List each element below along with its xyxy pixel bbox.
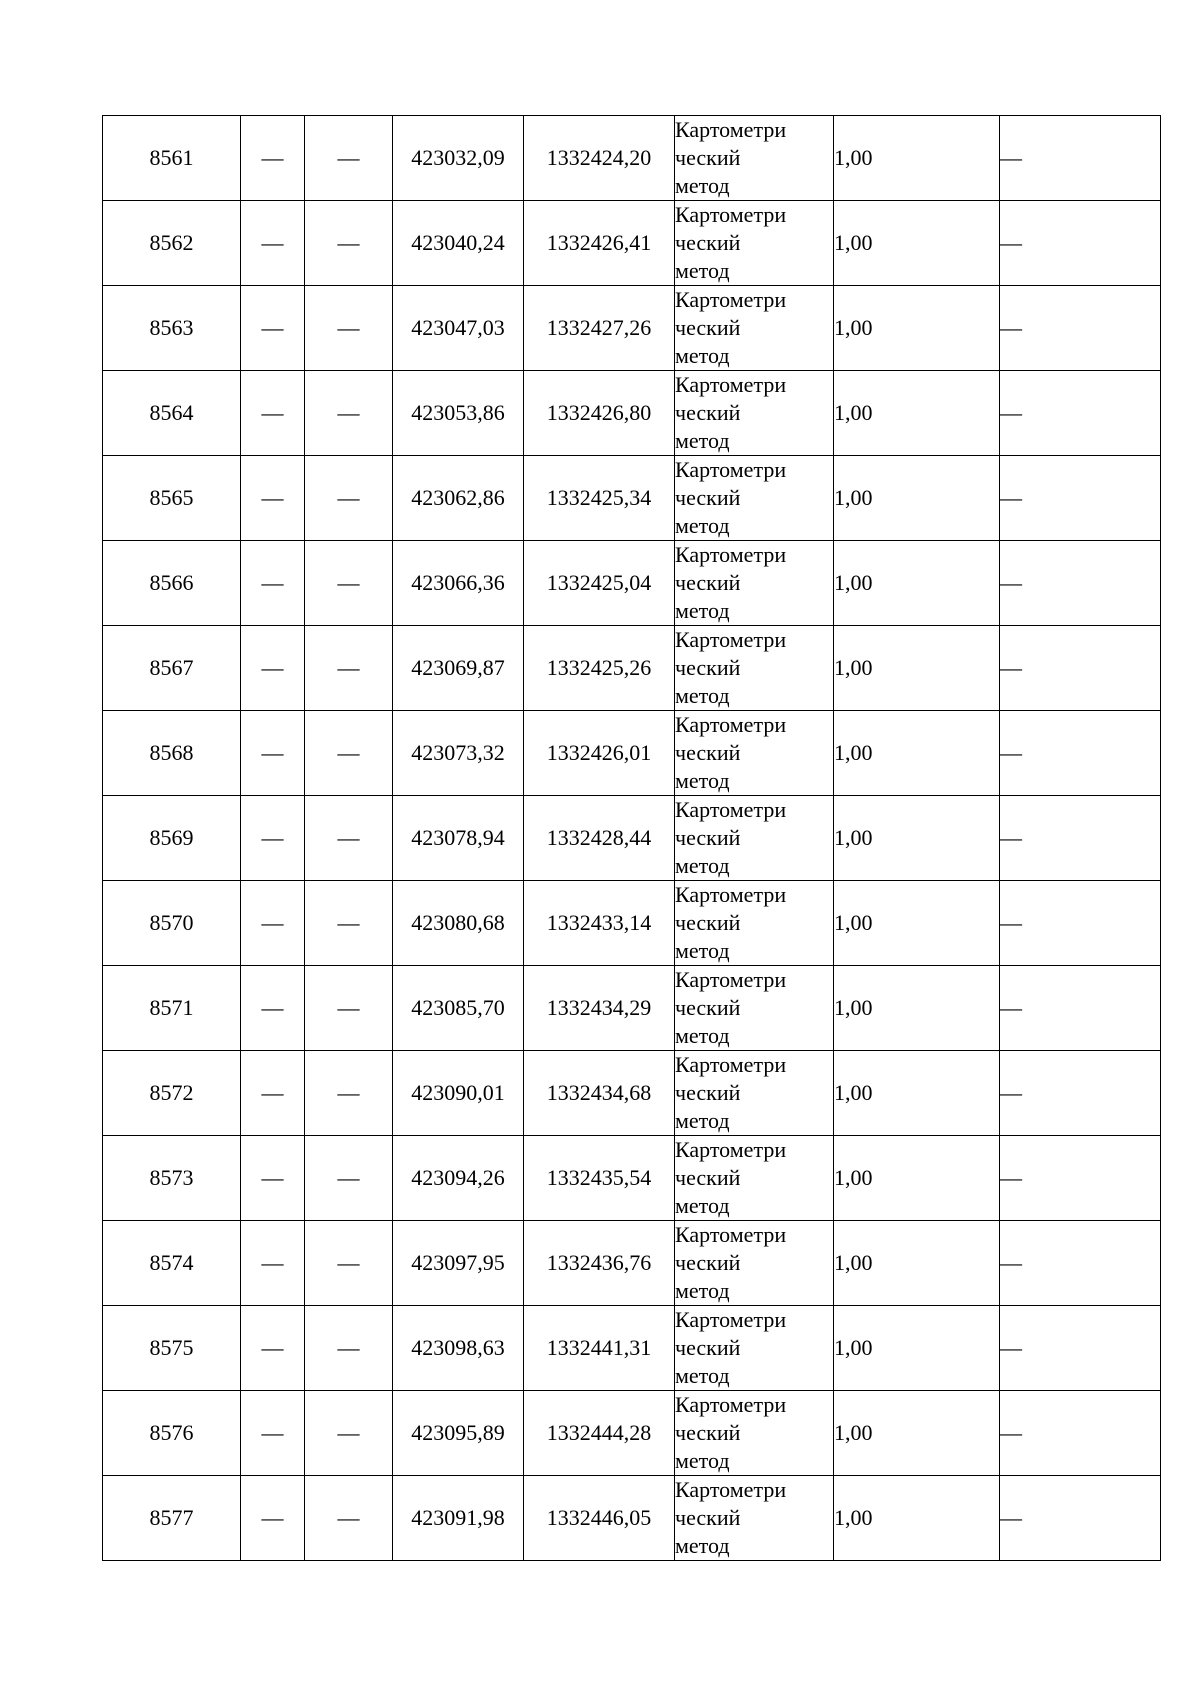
x-coordinate-cell: 423053,86: [393, 371, 524, 456]
empty-cell-last: [1000, 1051, 1161, 1136]
dash-mark: —: [337, 1080, 360, 1105]
method-cell: [675, 1476, 834, 1561]
method-text-line: метод: [675, 173, 730, 198]
empty-cell-3: [305, 1476, 393, 1561]
point-number-cell: 8565: [103, 456, 241, 541]
empty-cell-last: [1000, 1221, 1161, 1306]
y-coordinate-cell: 1332446,05: [524, 1476, 675, 1561]
empty-cell-last: [1000, 286, 1161, 371]
x-coordinate-cell: 423078,94: [393, 796, 524, 881]
dash-mark: —: [261, 1080, 284, 1105]
method-text-line: метод: [675, 683, 730, 708]
y-coordinate-cell: 1332427,26: [524, 286, 675, 371]
dash-mark: —: [261, 1505, 284, 1530]
empty-cell-2: [241, 626, 305, 711]
empty-cell-last: [1000, 541, 1161, 626]
accuracy-cell: 1,00: [834, 116, 1000, 201]
empty-cell-last: [1000, 626, 1161, 711]
table-body: [103, 116, 1161, 1561]
method-text-line: ческий: [675, 1165, 741, 1190]
empty-cell-last: [1000, 1136, 1161, 1221]
empty-cell-3: [305, 116, 393, 201]
table-row: [103, 881, 1161, 966]
empty-cell-3: [305, 626, 393, 711]
method-text-line: метод: [675, 1023, 730, 1048]
empty-cell-3: [305, 796, 393, 881]
empty-cell-2: [241, 1391, 305, 1476]
method-text-line: Картометри: [675, 967, 787, 992]
method-text-line: ческий: [675, 570, 741, 595]
x-coordinate-cell: 423085,70: [393, 966, 524, 1051]
method-text-line: Картометри: [675, 712, 787, 737]
point-number-cell: 8571: [103, 966, 241, 1051]
y-coordinate-cell: 1332444,28: [524, 1391, 675, 1476]
empty-cell-2: [241, 1476, 305, 1561]
dash-mark: —: [261, 1335, 284, 1360]
empty-cell-2: [241, 371, 305, 456]
dash-mark: —: [261, 1250, 284, 1275]
accuracy-cell: 1,00: [834, 456, 1000, 541]
dash-mark: —: [261, 230, 284, 255]
method-text-line: ческий: [675, 230, 741, 255]
dash-mark: —: [1000, 145, 1022, 170]
method-text-line: ческий: [675, 315, 741, 340]
table-row: [103, 116, 1161, 201]
method-cell: [675, 1391, 834, 1476]
method-text-line: ческий: [675, 1080, 741, 1105]
method-cell: [675, 1051, 834, 1136]
accuracy-cell: 1,00: [834, 711, 1000, 796]
empty-cell-2: [241, 541, 305, 626]
method-text-line: ческий: [675, 825, 741, 850]
dash-mark: —: [261, 740, 284, 765]
x-coordinate-cell: 423097,95: [393, 1221, 524, 1306]
method-text-line: ческий: [675, 1335, 741, 1360]
method-text-line: метод: [675, 258, 730, 283]
method-text-line: ческий: [675, 1420, 741, 1445]
method-text-line: метод: [675, 768, 730, 793]
empty-cell-2: [241, 796, 305, 881]
y-coordinate-cell: 1332425,26: [524, 626, 675, 711]
point-number-cell: 8576: [103, 1391, 241, 1476]
table-row: [103, 1136, 1161, 1221]
empty-cell-2: [241, 711, 305, 796]
dash-mark: —: [337, 1250, 360, 1275]
accuracy-cell: 1,00: [834, 371, 1000, 456]
empty-cell-3: [305, 1136, 393, 1221]
accuracy-cell: 1,00: [834, 1051, 1000, 1136]
empty-cell-last: [1000, 371, 1161, 456]
empty-cell-3: [305, 966, 393, 1051]
accuracy-cell: 1,00: [834, 626, 1000, 711]
method-text-line: метод: [675, 428, 730, 453]
method-text-line: Картометри: [675, 1307, 787, 1332]
table-row: [103, 456, 1161, 541]
empty-cell-3: [305, 1306, 393, 1391]
dash-mark: —: [1000, 400, 1022, 425]
method-text-line: Картометри: [675, 1392, 787, 1417]
method-text-line: Картометри: [675, 457, 787, 482]
y-coordinate-cell: 1332426,01: [524, 711, 675, 796]
dash-mark: —: [337, 740, 360, 765]
method-text-line: метод: [675, 513, 730, 538]
empty-cell-3: [305, 1391, 393, 1476]
point-number-cell: 8574: [103, 1221, 241, 1306]
dash-mark: —: [1000, 1420, 1022, 1445]
dash-mark: —: [1000, 655, 1022, 680]
dash-mark: —: [1000, 1335, 1022, 1360]
empty-cell-last: [1000, 201, 1161, 286]
method-cell: [675, 1136, 834, 1221]
y-coordinate-cell: 1332428,44: [524, 796, 675, 881]
empty-cell-2: [241, 1051, 305, 1136]
dash-mark: —: [1000, 740, 1022, 765]
method-cell: [675, 201, 834, 286]
point-number-cell: 8568: [103, 711, 241, 796]
point-number-cell: 8561: [103, 116, 241, 201]
method-text-line: метод: [675, 343, 730, 368]
table-row: [103, 1476, 1161, 1561]
method-text-line: ческий: [675, 400, 741, 425]
y-coordinate-cell: 1332433,14: [524, 881, 675, 966]
x-coordinate-cell: 423066,36: [393, 541, 524, 626]
dash-mark: —: [261, 825, 284, 850]
empty-cell-3: [305, 541, 393, 626]
accuracy-cell: 1,00: [834, 966, 1000, 1051]
table-row: [103, 626, 1161, 711]
table-row: [103, 711, 1161, 796]
accuracy-cell: 1,00: [834, 796, 1000, 881]
table-row: [103, 1306, 1161, 1391]
empty-cell-3: [305, 201, 393, 286]
point-number-cell: 8564: [103, 371, 241, 456]
point-number-cell: 8569: [103, 796, 241, 881]
point-number-cell: 8575: [103, 1306, 241, 1391]
dash-mark: —: [261, 400, 284, 425]
y-coordinate-cell: 1332434,68: [524, 1051, 675, 1136]
method-text-line: Картометри: [675, 372, 787, 397]
empty-cell-2: [241, 201, 305, 286]
dash-mark: —: [337, 1505, 360, 1530]
dash-mark: —: [261, 570, 284, 595]
table-row: [103, 796, 1161, 881]
y-coordinate-cell: 1332436,76: [524, 1221, 675, 1306]
empty-cell-3: [305, 456, 393, 541]
method-text-line: метод: [675, 1278, 730, 1303]
method-text-line: метод: [675, 1448, 730, 1473]
method-cell: [675, 456, 834, 541]
method-text-line: Картометри: [675, 882, 787, 907]
dash-mark: —: [261, 145, 284, 170]
point-number-cell: 8572: [103, 1051, 241, 1136]
table-row: [103, 201, 1161, 286]
dash-mark: —: [1000, 1165, 1022, 1190]
method-text-line: метод: [675, 1193, 730, 1218]
x-coordinate-cell: 423047,03: [393, 286, 524, 371]
empty-cell-3: [305, 286, 393, 371]
coordinates-table: [102, 115, 1161, 1561]
dash-mark: —: [337, 1335, 360, 1360]
x-coordinate-cell: 423091,98: [393, 1476, 524, 1561]
empty-cell-2: [241, 1221, 305, 1306]
dash-mark: —: [1000, 1250, 1022, 1275]
dash-mark: —: [1000, 995, 1022, 1020]
table-row: [103, 371, 1161, 456]
method-text-line: ческий: [675, 995, 741, 1020]
dash-mark: —: [261, 910, 284, 935]
method-cell: [675, 541, 834, 626]
table-row: [103, 541, 1161, 626]
empty-cell-3: [305, 371, 393, 456]
method-text-line: метод: [675, 1533, 730, 1558]
method-cell: [675, 796, 834, 881]
method-cell: [675, 711, 834, 796]
dash-mark: —: [1000, 570, 1022, 595]
point-number-cell: 8573: [103, 1136, 241, 1221]
method-text-line: Картометри: [675, 1137, 787, 1162]
dash-mark: —: [261, 1420, 284, 1445]
y-coordinate-cell: 1332434,29: [524, 966, 675, 1051]
dash-mark: —: [337, 145, 360, 170]
y-coordinate-cell: 1332441,31: [524, 1306, 675, 1391]
empty-cell-2: [241, 1136, 305, 1221]
table-row: [103, 286, 1161, 371]
dash-mark: —: [337, 825, 360, 850]
dash-mark: —: [337, 570, 360, 595]
accuracy-cell: 1,00: [834, 1476, 1000, 1561]
method-text-line: Картометри: [675, 1477, 787, 1502]
dash-mark: —: [1000, 230, 1022, 255]
dash-mark: —: [1000, 825, 1022, 850]
method-text-line: Картометри: [675, 287, 787, 312]
accuracy-cell: 1,00: [834, 286, 1000, 371]
accuracy-cell: 1,00: [834, 1306, 1000, 1391]
method-cell: [675, 881, 834, 966]
dash-mark: —: [1000, 485, 1022, 510]
x-coordinate-cell: 423032,09: [393, 116, 524, 201]
method-text-line: метод: [675, 1363, 730, 1388]
dash-mark: —: [337, 400, 360, 425]
empty-cell-2: [241, 456, 305, 541]
accuracy-cell: 1,00: [834, 881, 1000, 966]
method-cell: [675, 371, 834, 456]
dash-mark: —: [261, 655, 284, 680]
empty-cell-last: [1000, 881, 1161, 966]
point-number-cell: 8562: [103, 201, 241, 286]
method-text-line: ческий: [675, 655, 741, 680]
empty-cell-3: [305, 881, 393, 966]
dash-mark: —: [261, 995, 284, 1020]
method-cell: [675, 1306, 834, 1391]
table-row: [103, 966, 1161, 1051]
method-text-line: ческий: [675, 485, 741, 510]
empty-cell-last: [1000, 711, 1161, 796]
dash-mark: —: [261, 1165, 284, 1190]
dash-mark: —: [337, 655, 360, 680]
point-number-cell: 8566: [103, 541, 241, 626]
method-cell: [675, 286, 834, 371]
x-coordinate-cell: 423062,86: [393, 456, 524, 541]
y-coordinate-cell: 1332426,41: [524, 201, 675, 286]
x-coordinate-cell: 423098,63: [393, 1306, 524, 1391]
point-number-cell: 8567: [103, 626, 241, 711]
dash-mark: —: [337, 485, 360, 510]
accuracy-cell: 1,00: [834, 541, 1000, 626]
dash-mark: —: [1000, 1080, 1022, 1105]
method-text-line: ческий: [675, 910, 741, 935]
dash-mark: —: [1000, 315, 1022, 340]
empty-cell-3: [305, 711, 393, 796]
dash-mark: —: [337, 315, 360, 340]
accuracy-cell: 1,00: [834, 1136, 1000, 1221]
y-coordinate-cell: 1332426,80: [524, 371, 675, 456]
table-row: [103, 1391, 1161, 1476]
empty-cell-2: [241, 966, 305, 1051]
empty-cell-2: [241, 116, 305, 201]
method-text-line: Картометри: [675, 627, 787, 652]
method-text-line: Картометри: [675, 797, 787, 822]
x-coordinate-cell: 423073,32: [393, 711, 524, 796]
accuracy-cell: 1,00: [834, 1391, 1000, 1476]
empty-cell-3: [305, 1221, 393, 1306]
method-text-line: Картометри: [675, 1052, 787, 1077]
y-coordinate-cell: 1332425,34: [524, 456, 675, 541]
method-text-line: Картометри: [675, 117, 787, 142]
method-text-line: Картометри: [675, 542, 787, 567]
method-text-line: ческий: [675, 1250, 741, 1275]
method-text-line: метод: [675, 1108, 730, 1133]
accuracy-cell: 1,00: [834, 1221, 1000, 1306]
y-coordinate-cell: 1332435,54: [524, 1136, 675, 1221]
empty-cell-2: [241, 1306, 305, 1391]
method-text-line: Картометри: [675, 1222, 787, 1247]
method-text-line: ческий: [675, 1505, 741, 1530]
method-text-line: ческий: [675, 145, 741, 170]
method-cell: [675, 116, 834, 201]
empty-cell-last: [1000, 456, 1161, 541]
empty-cell-last: [1000, 1391, 1161, 1476]
dash-mark: —: [337, 1165, 360, 1190]
dash-mark: —: [1000, 1505, 1022, 1530]
empty-cell-last: [1000, 796, 1161, 881]
method-text-line: ческий: [675, 740, 741, 765]
x-coordinate-cell: 423069,87: [393, 626, 524, 711]
method-cell: [675, 1221, 834, 1306]
dash-mark: —: [261, 315, 284, 340]
point-number-cell: 8577: [103, 1476, 241, 1561]
empty-cell-last: [1000, 116, 1161, 201]
x-coordinate-cell: 423040,24: [393, 201, 524, 286]
y-coordinate-cell: 1332425,04: [524, 541, 675, 626]
empty-cell-last: [1000, 966, 1161, 1051]
empty-cell-last: [1000, 1476, 1161, 1561]
method-text-line: метод: [675, 853, 730, 878]
dash-mark: —: [337, 995, 360, 1020]
method-cell: [675, 966, 834, 1051]
table-row: [103, 1221, 1161, 1306]
method-cell: [675, 626, 834, 711]
dash-mark: —: [337, 1420, 360, 1445]
x-coordinate-cell: 423080,68: [393, 881, 524, 966]
method-text-line: Картометри: [675, 202, 787, 227]
table-row: [103, 1051, 1161, 1136]
dash-mark: —: [1000, 910, 1022, 935]
y-coordinate-cell: 1332424,20: [524, 116, 675, 201]
x-coordinate-cell: 423090,01: [393, 1051, 524, 1136]
x-coordinate-cell: 423095,89: [393, 1391, 524, 1476]
point-number-cell: 8563: [103, 286, 241, 371]
dash-mark: —: [337, 910, 360, 935]
method-text-line: метод: [675, 598, 730, 623]
empty-cell-2: [241, 881, 305, 966]
point-number-cell: 8570: [103, 881, 241, 966]
method-text-line: метод: [675, 938, 730, 963]
dash-mark: —: [261, 485, 284, 510]
accuracy-cell: 1,00: [834, 201, 1000, 286]
empty-cell-3: [305, 1051, 393, 1136]
dash-mark: —: [337, 230, 360, 255]
empty-cell-2: [241, 286, 305, 371]
empty-cell-last: [1000, 1306, 1161, 1391]
x-coordinate-cell: 423094,26: [393, 1136, 524, 1221]
